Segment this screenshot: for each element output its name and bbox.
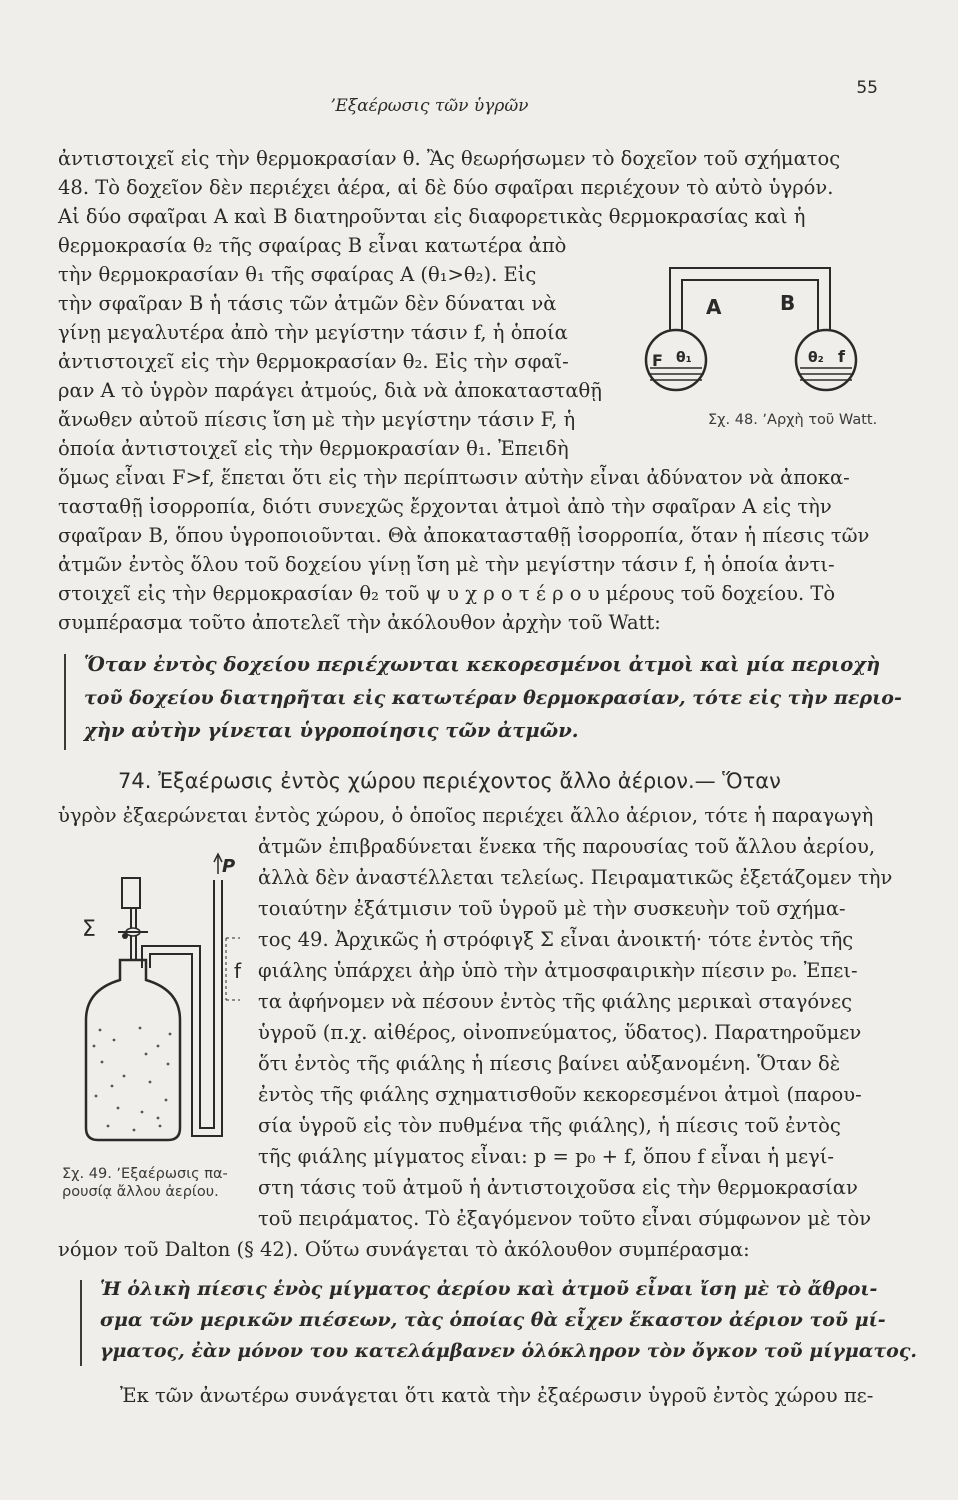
text-line: ὑγρὸν ἐξαερώνεται ἐντὸς χώρου, ὁ ὁποῖος περιέχει ἄλλο ἀέριον, τότε ἡ παραγωγὴ xyxy=(58,804,874,827)
quote-rule xyxy=(80,1280,82,1366)
running-title: ʼΕξαέρωσις τῶν ὑγρῶν xyxy=(330,96,529,116)
text-line: ἀντιστοιχεῖ εἰς τὴν θερμοκρασίαν θ₂. Εἰς τὴν σφαῖ- xyxy=(58,350,569,373)
text-line: 48. Τὸ δοχεῖον δὲν περιέχει ἀέρα, αἱ δὲ δύο σφαῖραι περιέχουν τὸ αὐτὸ ὑγρόν. xyxy=(58,176,834,199)
text-line: συμπέρασμα τοῦτο ἀποτελεῖ τὴν ἀκόλουθον ἀρχὴν τοῦ Watt: xyxy=(58,611,661,634)
figure-49-caption-line1: Σχ. 49. ʼΕξαέρωσις πα- xyxy=(62,1166,228,1182)
text-line: γίνῃ μεγαλυτέρα ἀπὸ τὴν μεγίστην τάσιν f, ἡ ὁποία xyxy=(58,321,568,344)
quote-line: τοῦ δοχείου διατηρῆται εἰς κατωτέραν θερμοκρασίαν, τότε εἰς τὴν περιο- xyxy=(84,687,902,709)
text-line: ραν Α τὸ ὑγρὸν παράγει ἀτμούς, διὰ νὰ ἀποκατασταθῇ xyxy=(58,379,602,402)
text-line: ὅτι ἐντὸς τῆς φιάλης ἡ πίεσις βαίνει αὐξανομένη. Ὅταν δὲ xyxy=(258,1052,841,1075)
label-small-f: f xyxy=(838,347,845,366)
text-line: ἄνωθεν αὐτοῦ πίεσις ἴση μὲ τὴν μεγίστην τάσιν F, ἡ xyxy=(58,408,576,431)
text-line: ἀλλὰ δὲν ἀναστέλλεται τελείως. Πειραματικῶς ἐξετάζομεν τὴν xyxy=(258,866,893,889)
flask-apparatus-diagram xyxy=(80,850,260,1150)
text-line: τος 49. Ἀρχικῶς ἡ στρόφιγξ Σ εἶναι ἀνοικτή· τότε ἐντὸς τῆς xyxy=(258,928,854,951)
label-p: P xyxy=(222,856,236,877)
page-header xyxy=(0,78,958,124)
quote-rule xyxy=(64,654,66,750)
text-line: ἀντιστοιχεῖ εἰς τὴν θερμοκρασίαν θ. Ἂς θεωρήσωμεν τὸ δοχεῖον τοῦ σχήματος xyxy=(58,147,841,170)
quote-line: Ὅταν ἐντὸς δοχείου περιέχωνται κεκορεσμένοι ἀτμοὶ καὶ μία περιοχὴ xyxy=(84,653,881,676)
quote-line: χὴν αὐτὴν γίνεται ὑγροποίησις τῶν ἀτμῶν. xyxy=(84,719,579,742)
quote-line: γματος, ἐὰν μόνον του κατελάμβανεν ὁλόκληρον τὸν ὄγκον τοῦ μίγματος. xyxy=(100,1340,917,1362)
text-line: ἀτμῶν ἐντὸς ὅλου τοῦ δοχείου γίνῃ ἴση μὲ τὴν μεγίστην τάσιν f, ἡ ὁποία ἀντι- xyxy=(58,553,835,576)
label-f: f xyxy=(234,959,242,983)
figure-48-caption: Σχ. 48. ʼΑρχὴ τοῦ Watt. xyxy=(708,412,878,428)
text-line: σφαῖραν Β, ὅπου ὑγροποιοῦνται. Θὰ ἀποκατασταθῇ ἰσορροπία, ὅταν ἡ πίεσις τῶν xyxy=(58,524,870,547)
page-number: 55 xyxy=(856,78,878,98)
text-line: Ἐκ τῶν ἀνωτέρω συνάγεται ὅτι κατὰ τὴν ἐξαέρωσιν ὑγροῦ ἐντὸς χώρου πε- xyxy=(120,1384,874,1407)
text-line: τοιαύτην ἐξάτμισιν τοῦ ὑγροῦ μὲ τὴν συσκευὴν τοῦ σχήμα- xyxy=(258,897,846,920)
text-line: ἐντὸς τῆς φιάλης σχηματισθοῦν κεκορεσμένοι ἀτμοὶ (παρου- xyxy=(258,1083,862,1106)
section-heading: 74. Ἐξαέρωσις ἐντὸς χώρου περιέχοντος ἄλλο ἀέριον.— Ὅταν xyxy=(118,769,781,793)
text-line: τῆς φιάλης μίγματος εἶναι: p = p₀ + f, ὅπου f εἶναι ἡ μεγί- xyxy=(258,1145,834,1168)
label-b: B xyxy=(780,291,796,315)
figure-49 xyxy=(80,850,260,1150)
quote-line: Ἡ ὁλικὴ πίεσις ἑνὸς μίγματος ἀερίου καὶ ἀτμοῦ εἶναι ἴση μὲ τὸ ἄθροι- xyxy=(100,1278,878,1300)
watt-apparatus-diagram xyxy=(630,248,890,438)
label-theta2: θ₂ xyxy=(808,350,824,366)
text-line: Αἱ δύο σφαῖραι Α καὶ Β διατηροῦνται εἰς διαφορετικὰς θερμοκρασίας καὶ ἡ xyxy=(58,205,806,228)
quote-line: σμα τῶν μερικῶν πιέσεων, τὰς ὁποίας θὰ εἶχεν ἕκαστον ἀέριον τοῦ μί- xyxy=(100,1309,886,1331)
text-line: στη τάσις τοῦ ἀτμοῦ ἡ ἀντιστοιχοῦσα εἰς τὴν θερμοκρασίαν xyxy=(258,1176,858,1199)
figure-49-caption-line2: ρουσίᾳ ἄλλου ἀερίου. xyxy=(62,1184,219,1200)
text-line: τὴν σφαῖραν Β ἡ τάσις τῶν ἀτμῶν δὲν δύναται νὰ xyxy=(58,292,557,315)
label-theta1: θ₁ xyxy=(676,350,692,366)
figure-48 xyxy=(630,248,890,438)
text-line: φιάλης ὑπάρχει ἀὴρ ὑπὸ τὴν ἀτμοσφαιρικὴν πίεσιν p₀. Ἐπει- xyxy=(258,959,858,982)
label-big-f: F xyxy=(652,351,663,370)
text-line: ἀτμῶν ἐπιβραδύνεται ἕνεκα τῆς παρουσίας τοῦ ἄλλου ἀερίου, xyxy=(258,835,876,858)
label-sigma: Σ xyxy=(82,917,96,942)
text-line: ὁποία ἀντιστοιχεῖ εἰς τὴν θερμοκρασίαν θ₁. Ἐπειδὴ xyxy=(58,437,569,460)
label-a: A xyxy=(706,295,722,319)
text-line: νόμον τοῦ Dalton (§ 42). Οὕτω συνάγεται τὸ ἀκόλουθον συμπέρασμα: xyxy=(58,1238,750,1261)
text-line: ὅμως εἶναι F>f, ἕπεται ὅτι εἰς τὴν περίπτωσιν αὐτὴν εἶναι ἀδύνατον νὰ ἀποκα- xyxy=(58,466,850,489)
text-line: τα ἀφήνομεν νὰ πέσουν ἐντὸς τῆς φιάλης μερικαὶ σταγόνες xyxy=(258,990,852,1013)
text-line: σία ὑγροῦ εἰς τὸν πυθμένα τῆς φιάλης), ἡ πίεσις τοῦ ἐντὸς xyxy=(258,1114,841,1137)
text-line: ὑγροῦ (π.χ. αἰθέρος, οἰνοπνεύματος, ὕδατος). Παρατηροῦμεν xyxy=(258,1021,862,1044)
text-line: θερμοκρασία θ₂ τῆς σφαίρας Β εἶναι κατωτέρα ἀπὸ xyxy=(58,234,567,257)
text-line: τὴν θερμοκρασίαν θ₁ τῆς σφαίρας Α (θ₁>θ₂). Εἰς xyxy=(58,263,537,286)
text-line: στοιχεῖ εἰς τὴν θερμοκρασίαν θ₂ τοῦ ψ υ χ ρ ο τ έ ρ ο υ μέρους τοῦ δοχείου. Τὸ xyxy=(58,582,836,605)
text-line: τασταθῇ ἰσορροπία, διότι συνεχῶς ἔρχονται ἀτμοὶ ἀπὸ τὴν σφαῖραν Α εἰς τὴν xyxy=(58,495,832,518)
text-line: τοῦ πειράματος. Τὸ ἐξαγόμενον τοῦτο εἶναι σύμφωνον μὲ τὸν xyxy=(258,1207,872,1230)
